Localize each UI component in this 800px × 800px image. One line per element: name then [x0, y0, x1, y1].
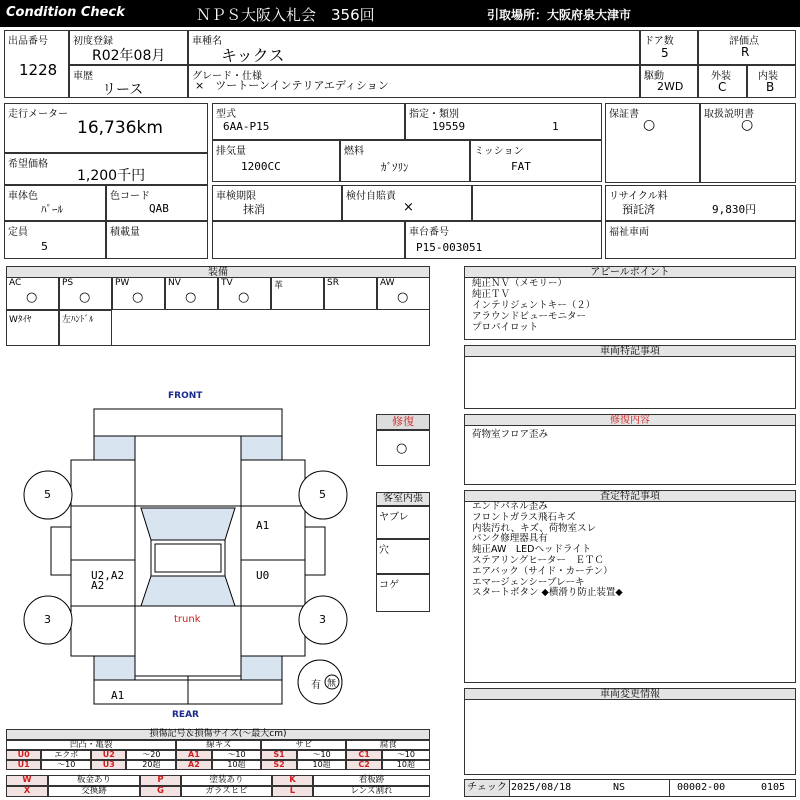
equip-row2-cell-2 [59, 310, 112, 346]
fuel-box [340, 140, 470, 182]
mark-left-door-1: U2,A2 [91, 569, 125, 582]
recycle-fee-value: 9,830円 [712, 203, 757, 216]
model-label: 型式 [216, 109, 236, 120]
assessment-item: フロントガラス飛石キズ [472, 511, 576, 523]
drive-label: 駆動 [644, 71, 664, 82]
inspection-box [212, 185, 342, 221]
insurance-blank [472, 185, 602, 221]
appeal-item: 純正ＴＶ [472, 289, 511, 300]
repair-content-item: 荷物室フロア歪み [472, 429, 549, 440]
pickup-location: 引取場所：大阪府泉大津市 [487, 8, 632, 22]
color-box [4, 185, 106, 221]
legend-code: U0 [6, 750, 41, 760]
assessment-title: 査定特記事項 [464, 490, 796, 502]
equip-label: PS [62, 278, 74, 288]
mileage-value: 16,736km [77, 118, 163, 138]
appeal-box [464, 277, 796, 340]
first-reg-box [69, 30, 188, 65]
type-box [405, 103, 602, 140]
equip-value: ○ [132, 290, 144, 305]
welfare-label: 福祉車両 [609, 227, 649, 238]
grade-label: グレード・仕様 [192, 71, 262, 82]
history-label: 車歴 [73, 71, 93, 82]
score-label: 評価点 [729, 36, 759, 47]
windshield [141, 508, 235, 540]
repair-title [376, 414, 430, 430]
fuel-value: ｶﾞｿﾘﾝ [381, 161, 409, 174]
assessment-item: ステアリングヒーター ＥＴＣ [472, 554, 604, 566]
repair-title-text: 修復 [392, 415, 414, 428]
inspector: NS [613, 782, 626, 793]
assessment-item: エマージェンシーブレーキ [472, 576, 585, 588]
front-label: FRONT [168, 391, 203, 401]
left-quarter [71, 606, 135, 656]
displacement-label: 排気量 [216, 146, 246, 157]
hood-panel [135, 436, 241, 506]
appeal-item: インテリジェントキー（２） [472, 300, 596, 311]
front-left-corner [94, 436, 135, 460]
mission-value: FAT [511, 160, 531, 173]
legend-desc: ～10 [382, 750, 430, 760]
recycle-status-value: 預託済 [622, 203, 655, 216]
left-fender [71, 460, 135, 506]
equip-cell-ps [59, 277, 112, 310]
color-code-box [106, 185, 208, 221]
equip-label: SR [327, 278, 339, 288]
repair-value-box [376, 430, 430, 466]
legend-desc: ～20 [126, 750, 176, 760]
displacement-value: 1200CC [241, 160, 281, 173]
chassis-value: P15-003051 [416, 241, 483, 254]
equip-label: 革 [274, 281, 284, 291]
legend-group: 線キズ [176, 740, 261, 750]
legend-title: 損傷記号＆損傷サイズ(～最大cm) [6, 729, 430, 740]
interior-label: 内装 [758, 71, 778, 82]
legend-key-code: W [6, 775, 48, 786]
legend-desc: 10超 [382, 760, 430, 770]
footer-check-row [464, 779, 796, 797]
equip-cell-pw [112, 277, 165, 310]
insurance-value: × [403, 200, 414, 215]
legend-key-desc: 看板跡 [313, 775, 430, 786]
right-quarter [241, 606, 305, 656]
class-no-value: 1 [552, 120, 559, 133]
legend-desc: ～10 [297, 750, 347, 760]
check-label: チェック [465, 780, 510, 796]
type-no-value: 19559 [432, 120, 466, 133]
roof-inner [155, 544, 221, 572]
assessment-list [472, 502, 623, 599]
left-front-door [71, 506, 135, 560]
right-rear-door [241, 560, 305, 606]
color-value: ﾊﾟｰﾙ [41, 203, 63, 216]
lot-label: 出品番号 [8, 36, 48, 47]
type-label: 指定・類別 [409, 109, 459, 120]
exterior-value: C [718, 80, 727, 94]
mark-left-door-2: A2 [91, 579, 105, 592]
trunk-label: trunk [174, 614, 201, 625]
equip-value: ○ [397, 290, 409, 305]
manual-label: 取扱説明書 [704, 109, 754, 120]
assessment-item: スタートボタン ◆横滑り防止装置◆ [472, 587, 623, 599]
assessment-item: 内装汚れ、キズ、荷物室スレ [472, 522, 597, 534]
right-front-door [241, 506, 305, 560]
first-reg-label: 初度登録 [73, 36, 113, 47]
assessment-item: エンドパネル歪み [472, 501, 548, 512]
legend-desc: 10超 [212, 760, 262, 770]
insurance-label: 検付自賠責 [346, 191, 396, 202]
header-bar [0, 0, 800, 27]
equip-cell-aw [377, 277, 430, 310]
cabin-item-3: コゲ [379, 580, 399, 591]
equip-cell-sr [324, 277, 377, 310]
equip-lhd-label: 左ﾊﾝﾄﾞﾙ [62, 315, 94, 325]
legend-code: C1 [346, 750, 381, 760]
equip-wtire-label: Wﾀｲﾔ [9, 315, 32, 325]
cabin-item-1: ヤブレ [379, 512, 409, 523]
mark-rear-bumper: A1 [111, 689, 125, 702]
changes-box [464, 699, 796, 775]
legend-key-desc: 交換跡 [48, 786, 140, 797]
changes-title: 車両変更情報 [464, 688, 796, 700]
legend-desc: ～10 [41, 760, 91, 770]
capacity-box [4, 221, 106, 259]
welfare-box [605, 221, 796, 259]
manual-box [700, 103, 796, 183]
equip-label: AW [380, 278, 395, 288]
score-box [698, 30, 796, 65]
blank-a [212, 221, 405, 259]
displacement-box [212, 140, 340, 182]
doors-label: ドア数 [644, 36, 674, 47]
spare-mark-label: 無 [327, 679, 337, 689]
equip-label: AC [9, 278, 22, 288]
insurance-box [342, 185, 472, 221]
front-bumper-panel [94, 409, 282, 436]
exterior-box [698, 65, 747, 98]
appeal-item: プロパイロット [472, 322, 539, 333]
mark-right-front-door: A1 [256, 519, 270, 532]
assessment-item: パンク修理器具有 [472, 533, 548, 545]
tire-rear-left-value: 3 [44, 613, 51, 626]
name-box [188, 30, 640, 65]
equip-label: TV [221, 278, 233, 288]
legend-desc: ～10 [212, 750, 262, 760]
repair-value: ○ [396, 441, 408, 456]
legend-code: U1 [6, 760, 41, 770]
legend-key-code: K [272, 775, 313, 786]
equip-row2-cell-1 [6, 310, 59, 346]
lot-box [4, 30, 69, 98]
rear-left-corner [94, 656, 135, 680]
legend-group: 腐食 [346, 740, 430, 750]
doors-value: 5 [661, 46, 669, 60]
left-pillar [51, 527, 71, 575]
name-value: キックス [221, 46, 285, 65]
right-pillar [305, 527, 325, 575]
price-label: 希望価格 [8, 159, 48, 170]
legend-group: 凹凸・亀裂 [6, 740, 176, 750]
tire-rear-right-value: 3 [319, 613, 326, 626]
capacity-value: 5 [41, 240, 48, 253]
fuel-label: 燃料 [344, 146, 364, 157]
legend-code: A2 [176, 760, 211, 770]
equip-value: ○ [26, 290, 38, 305]
price-box [4, 153, 208, 185]
mileage-label: 走行メーター [8, 109, 68, 120]
cabin-title: 客室内張 [376, 492, 430, 506]
mileage-box [4, 103, 208, 153]
warranty-value: ○ [643, 117, 656, 133]
appeal-item: アラウンドビューモニター [472, 311, 587, 322]
name-label: 車種名 [192, 36, 222, 47]
auction-title: ＮＰＳ大阪入札会 356回 [196, 6, 375, 24]
rear-bumper-left [94, 680, 188, 704]
doors-box [640, 30, 698, 65]
legend-code: S2 [261, 760, 296, 770]
interior-box [747, 65, 796, 98]
check-date: 2025/08/18 [511, 782, 572, 793]
repair-content-title-text: 修復内容 [610, 415, 650, 426]
tire-front-left-value: 5 [44, 488, 51, 501]
recycle-box [605, 185, 796, 221]
legend-key-code: P [140, 775, 181, 786]
capacity-label: 定員 [8, 227, 28, 238]
cabin-item-2: 穴 [379, 545, 389, 556]
equip-label: PW [115, 278, 130, 288]
legend-key-desc: 板金あり [48, 775, 140, 786]
front-right-corner [241, 436, 282, 460]
chassis-label: 車台番号 [409, 227, 449, 238]
exterior-label: 外装 [711, 71, 731, 82]
equip-label: NV [168, 278, 181, 288]
legend-key-desc: ガラスヒビ [181, 786, 272, 797]
legend-key-code: G [140, 786, 181, 797]
cabin-cell-2 [376, 539, 430, 574]
footer-divider [669, 780, 670, 796]
model-box [212, 103, 405, 140]
rear-extra [188, 676, 241, 680]
inspection-label: 車検期限 [216, 191, 256, 202]
legend-code: C2 [346, 760, 381, 770]
legend-desc: 20超 [126, 760, 176, 770]
interior-value: B [766, 80, 775, 94]
cabin-cell-3 [376, 574, 430, 612]
load-label: 積載量 [110, 227, 140, 238]
car-diagram [0, 385, 440, 725]
legend-key-desc: 塗装あり [181, 775, 272, 786]
footer-code-2: 0105 [761, 782, 786, 793]
drive-box [640, 65, 698, 98]
chassis-box [405, 221, 602, 259]
legend-key-code: X [6, 786, 48, 797]
assessment-item: 純正AW LEDヘッドライト [472, 544, 592, 556]
color-code-value: QAB [149, 202, 169, 215]
warranty-box [605, 103, 700, 183]
rear-label: REAR [172, 710, 199, 720]
legend-desc: 10超 [297, 760, 347, 770]
special-title: 車両特記事項 [464, 345, 796, 357]
color-code-label: 色コード [110, 191, 150, 202]
equipment-title: 装備 [6, 266, 430, 278]
legend-code: A1 [176, 750, 211, 760]
inspection-value: 抹消 [243, 203, 265, 216]
equip-value: ○ [79, 290, 91, 305]
spare-tire-label: 有 [311, 680, 321, 691]
appeal-list [472, 278, 595, 333]
legend-key-code: L [272, 786, 313, 797]
price-value: 1,200千円 [77, 168, 146, 184]
equip-cell-nv [165, 277, 218, 310]
legend-code: S1 [261, 750, 296, 760]
grade-value: × ツートーンインテリアエディション [195, 79, 389, 92]
equip-value: ○ [238, 290, 250, 305]
lot-value: 1228 [19, 61, 58, 79]
legend-code: U3 [91, 760, 126, 770]
legend-code: U2 [91, 750, 126, 760]
footer-code-1: 00002-00 [677, 782, 726, 793]
model-value: 6AA-P15 [223, 120, 270, 133]
legend-key-desc: レンズ割れ [313, 786, 430, 797]
repair-content-box [464, 425, 796, 485]
mission-label: ミッション [474, 146, 524, 157]
rear-right-corner [241, 656, 282, 680]
warranty-label: 保証書 [609, 109, 639, 120]
appeal-title: アピールポイント [464, 266, 796, 278]
equip-cell-革 [271, 277, 324, 310]
mission-box [470, 140, 602, 182]
history-value: リース [102, 82, 144, 98]
legend-desc: エクボ [41, 750, 91, 760]
mark-right-rear-door: U0 [256, 569, 270, 582]
drive-value: 2WD [657, 80, 684, 93]
score-value: R [741, 45, 750, 59]
cabin-cell-1 [376, 506, 430, 539]
recycle-label: リサイクル料 [609, 191, 668, 202]
right-fender [241, 460, 305, 506]
grade-box [188, 65, 640, 98]
equip-value: ○ [185, 290, 197, 305]
color-label: 車体色 [8, 191, 38, 202]
equip-cell-ac [6, 277, 59, 310]
assessment-box [464, 501, 796, 683]
manual-value: ○ [741, 117, 754, 133]
load-box [106, 221, 208, 259]
equip-cell-tv [218, 277, 271, 310]
rear-window [141, 576, 235, 606]
rear-bumper-right [188, 680, 282, 704]
special-box [464, 356, 796, 409]
legend-group: サビ [261, 740, 346, 750]
condition-check-title: Condition Check [6, 5, 125, 20]
appeal-item: 純正ＮＶ（メモリー） [472, 278, 568, 289]
history-box [69, 65, 188, 98]
assessment-item: エアバック（サイド・カーテン） [472, 565, 613, 577]
first-reg-value: R02年08月 [92, 48, 166, 64]
tire-front-right-value: 5 [319, 488, 326, 501]
